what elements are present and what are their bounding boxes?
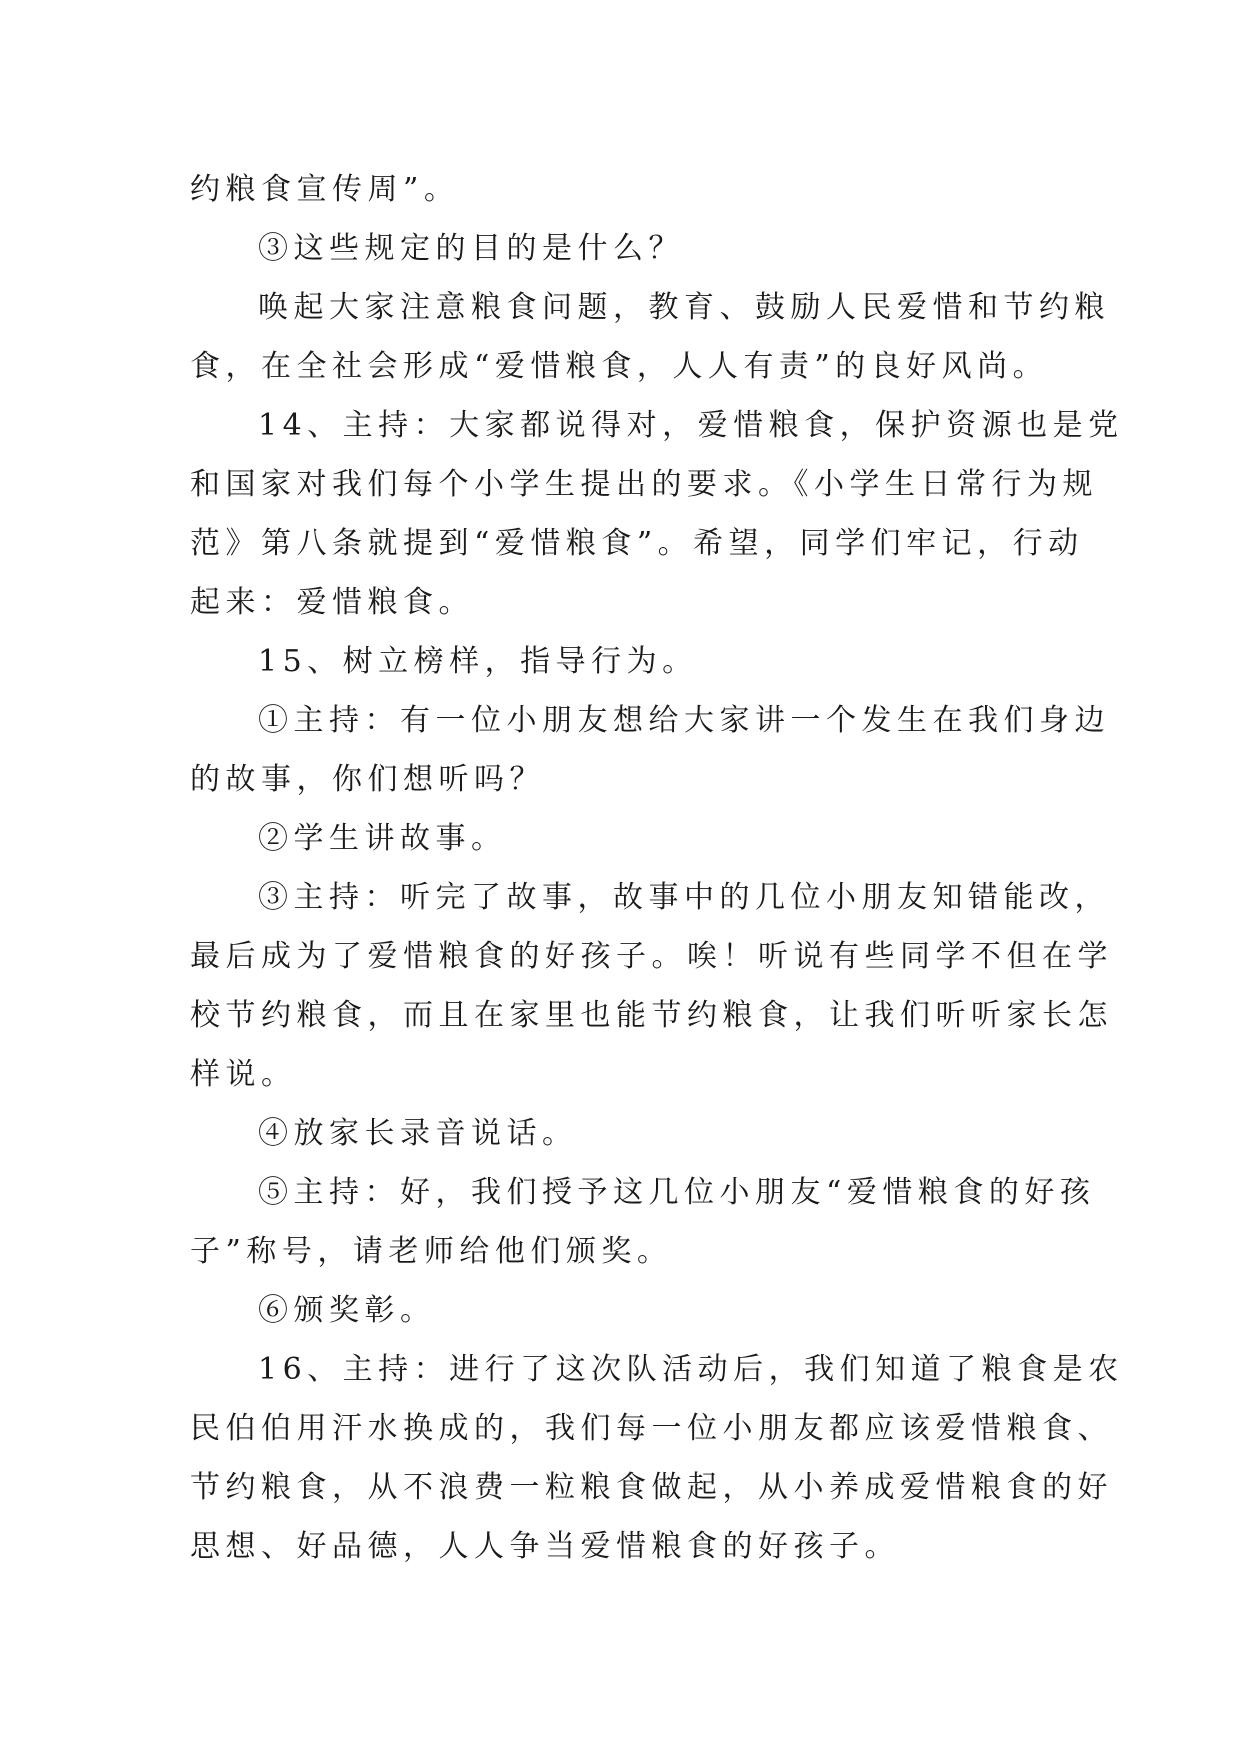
- text-line: 思想、好品德，人人争当爱惜粮食的好孩子。: [190, 1529, 900, 1564]
- text-line: 和国家对我们每个小学生提出的要求。《小学生日常行为规: [190, 467, 1098, 502]
- text-line: 民伯伯用汗水换成的，我们每一位小朋友都应该爱惜粮食、: [190, 1411, 1113, 1446]
- text-line: ④放家长录音说话。: [258, 1116, 578, 1151]
- text-line: 的故事，你们想听吗？: [190, 762, 545, 797]
- text-line: 唤起大家注意粮食问题，教育、鼓励人民爱惜和节约粮: [258, 290, 1110, 325]
- document-body: [190, 160, 1124, 1576]
- text-line: 校节约粮食，而且在家里也能节约粮食，让我们听听家长怎: [190, 998, 1113, 1033]
- text-line: 节约粮食，从不浪费一粒粮食做起，从小养成爱惜粮食的好: [190, 1470, 1113, 1505]
- text-line: 范》第八条就提到“爱惜粮食”。希望，同学们牢记，行动: [190, 526, 1084, 561]
- text-line: 样说。: [190, 1057, 297, 1092]
- text-line: 食，在全社会形成“爱惜粮食，人人有责”的良好风尚。: [190, 349, 1049, 384]
- text-line: 16、主持：进行了这次队活动后，我们知道了粮食是农: [258, 1352, 1124, 1387]
- text-line: 约粮食宣传周”。: [190, 172, 460, 207]
- text-line: 15、树立榜样，指导行为。: [258, 644, 698, 679]
- text-line: ③这些规定的目的是什么？: [258, 231, 684, 266]
- text-line: ⑤主持：好，我们授予这几位小朋友“爱惜粮食的好孩: [258, 1175, 1096, 1210]
- text-line: 14、主持：大家都说得对，爱惜粮食，保护资源也是党: [258, 408, 1124, 443]
- text-line: ②学生讲故事。: [258, 821, 507, 856]
- text-line: ①主持：有一位小朋友想给大家讲一个发生在我们身边: [258, 703, 1110, 738]
- text-line: 最后成为了爱惜粮食的好孩子。唉！听说有些同学不但在学: [190, 939, 1113, 974]
- text-line: ⑥颁奖彰。: [258, 1293, 436, 1328]
- text-line: 起来：爱惜粮食。: [190, 585, 474, 620]
- text-line: ③主持：听完了故事，故事中的几位小朋友知错能改，: [258, 880, 1110, 915]
- text-line: 子”称号，请老师给他们颁奖。: [190, 1234, 673, 1269]
